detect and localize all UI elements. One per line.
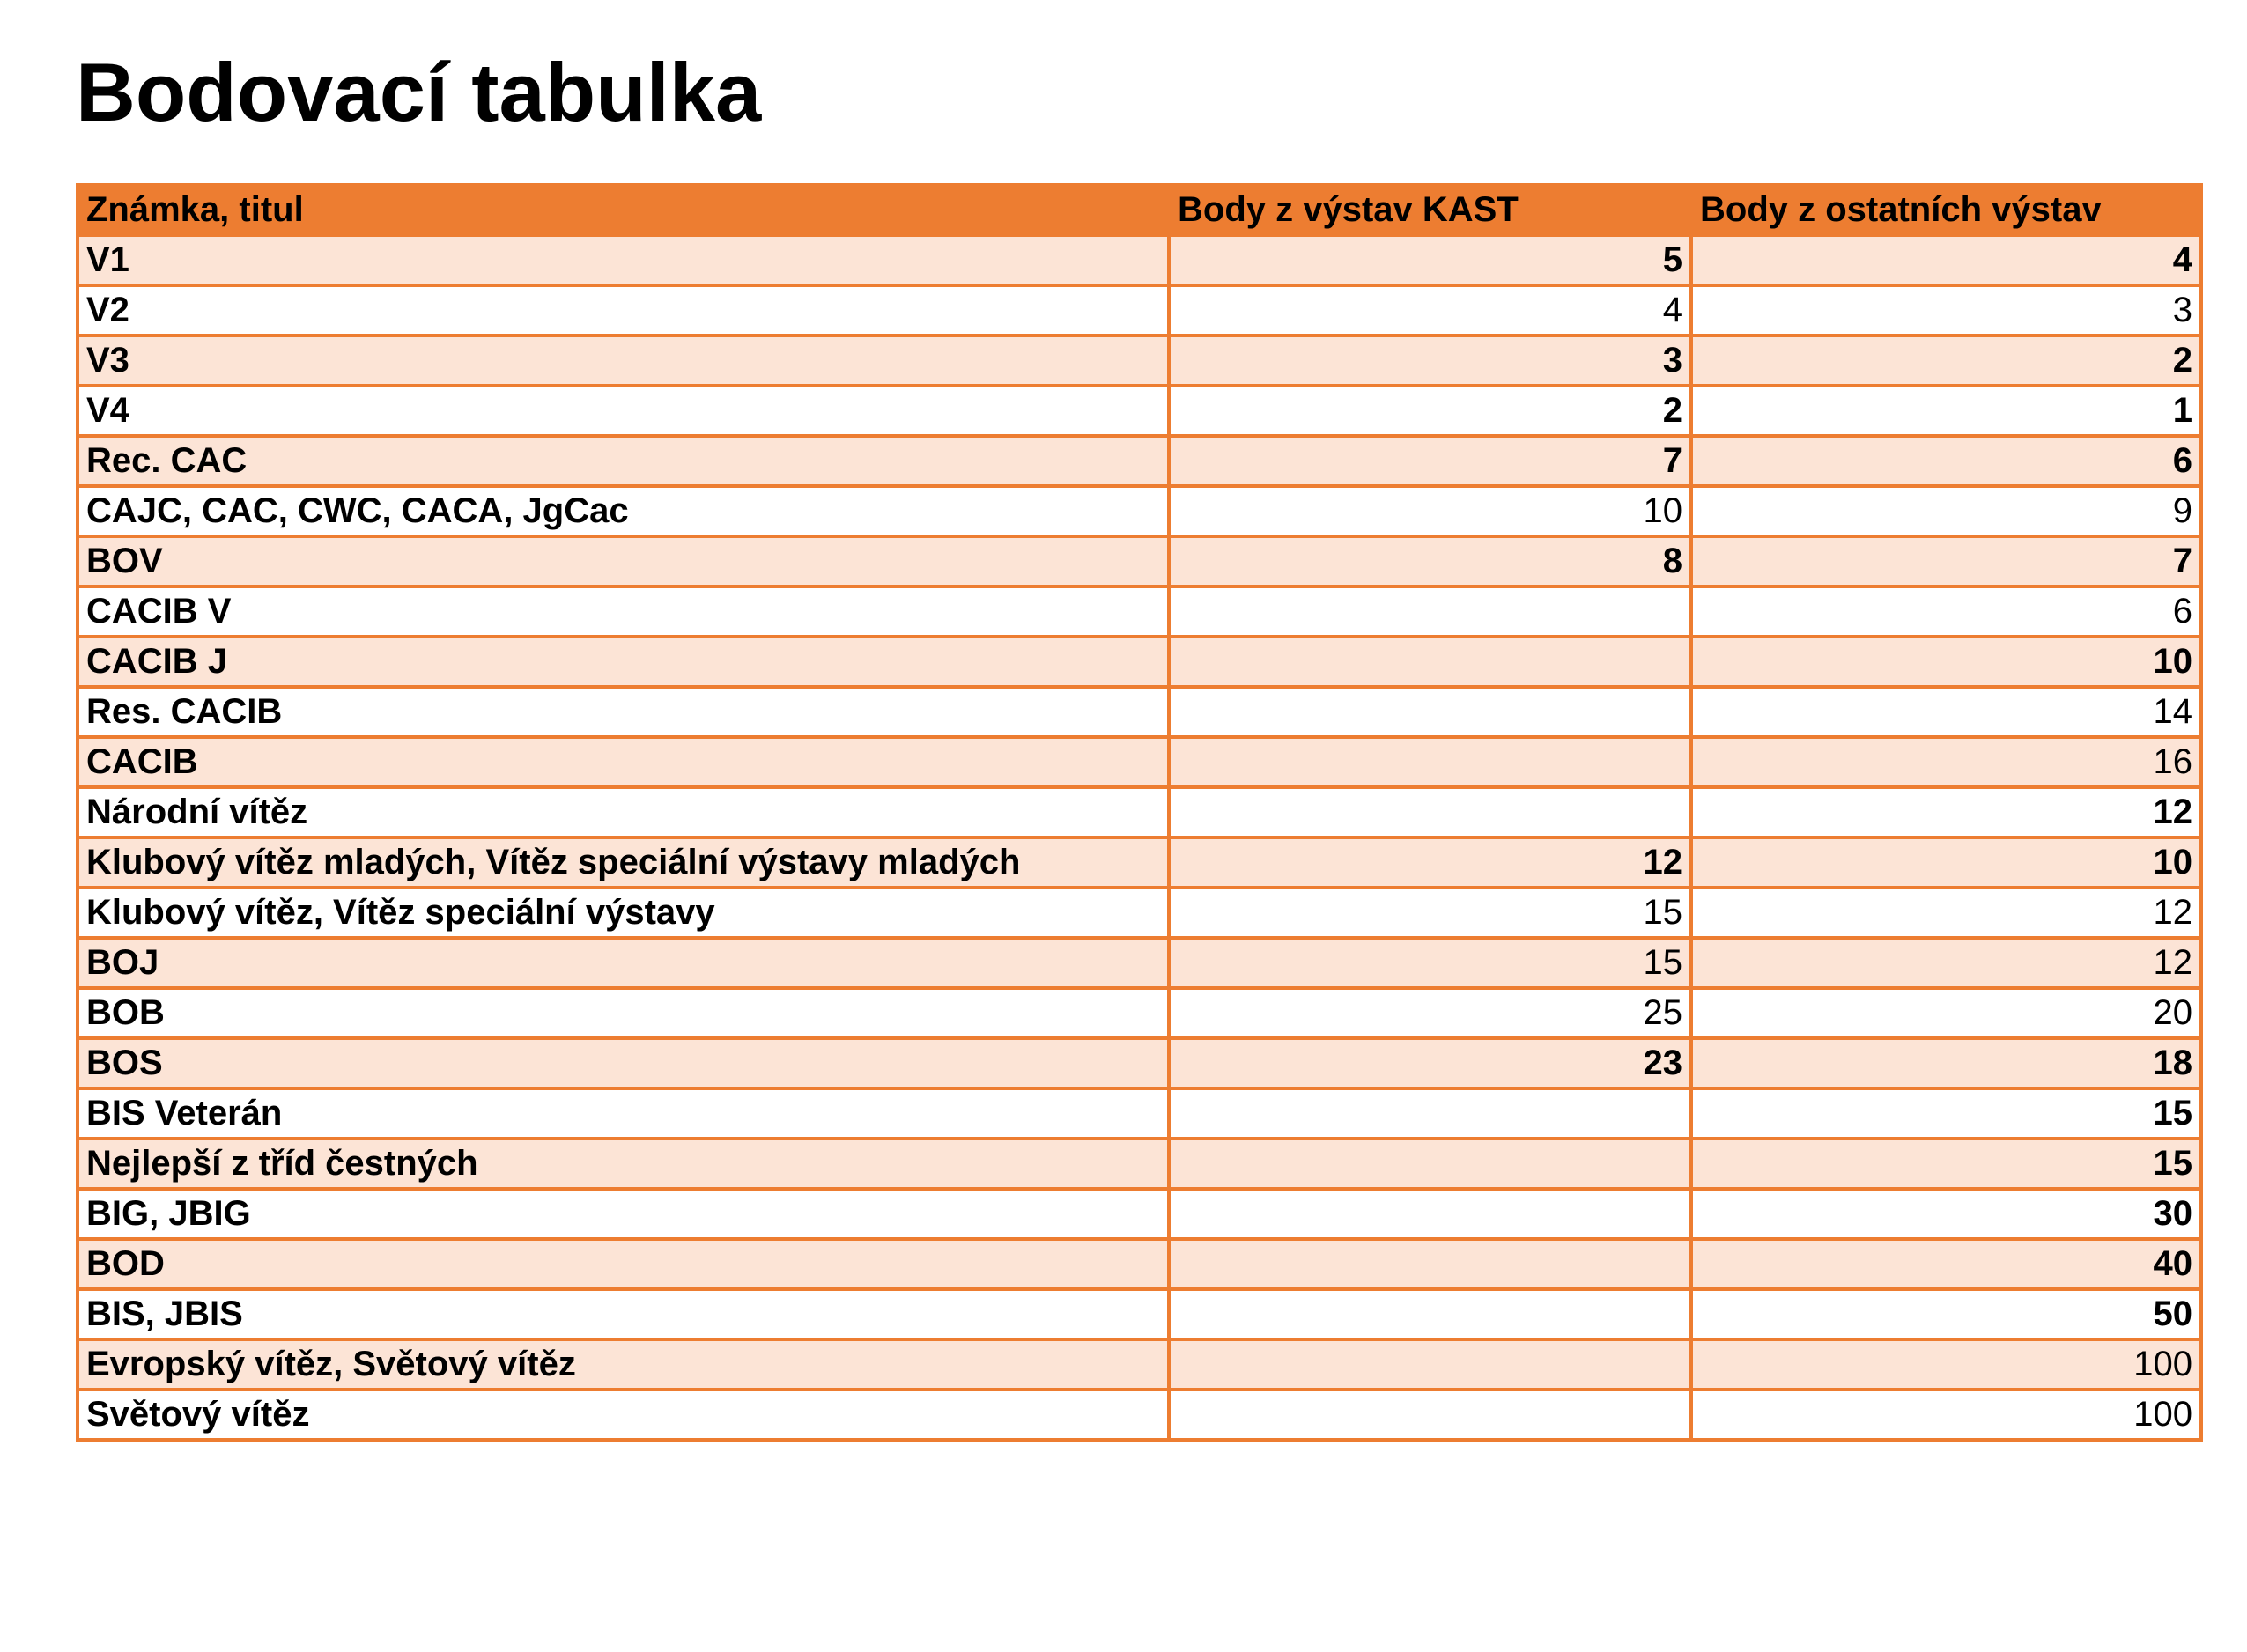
kast-points-cell: 5 <box>1169 235 1691 285</box>
table-row <box>78 888 2201 938</box>
grade-title-cell: Klubový vítěz, Vítěz speciální výstavy <box>78 888 1169 938</box>
other-points-cell: 9 <box>1691 486 2201 536</box>
other-points-cell: 12 <box>1691 938 2201 988</box>
table-row <box>78 988 2201 1038</box>
kast-points-cell <box>1169 1189 1691 1239</box>
other-points-cell: 15 <box>1691 1139 2201 1189</box>
other-points-cell: 100 <box>1691 1390 2201 1440</box>
other-points-cell: 15 <box>1691 1088 2201 1139</box>
other-points-cell: 16 <box>1691 737 2201 787</box>
kast-points-cell: 15 <box>1169 888 1691 938</box>
kast-points-cell <box>1169 1289 1691 1339</box>
kast-points-cell <box>1169 1339 1691 1390</box>
grade-title-cell: BOJ <box>78 938 1169 988</box>
kast-points-cell: 23 <box>1169 1038 1691 1088</box>
kast-points-cell: 12 <box>1169 837 1691 888</box>
table-row <box>78 386 2201 436</box>
grade-title-cell: CACIB V <box>78 586 1169 637</box>
table-row <box>78 436 2201 486</box>
header-kast-points: Body z výstav KAST <box>1169 185 1691 235</box>
grade-title-cell: V1 <box>78 235 1169 285</box>
grade-title-cell: CAJC, CAC, CWC, CACA, JgCac <box>78 486 1169 536</box>
grade-title-cell: BIS, JBIS <box>78 1289 1169 1339</box>
table-row <box>78 235 2201 285</box>
kast-points-cell: 2 <box>1169 386 1691 436</box>
header-row <box>78 185 2201 235</box>
other-points-cell: 50 <box>1691 1289 2201 1339</box>
grade-title-cell: V3 <box>78 336 1169 386</box>
score-table <box>76 183 2203 1442</box>
table-row <box>78 737 2201 787</box>
kast-points-cell: 7 <box>1169 436 1691 486</box>
table-row <box>78 336 2201 386</box>
table-row <box>78 1239 2201 1289</box>
other-points-cell: 3 <box>1691 285 2201 336</box>
table-row <box>78 837 2201 888</box>
grade-title-cell: BIG, JBIG <box>78 1189 1169 1239</box>
table-row <box>78 938 2201 988</box>
table-row <box>78 486 2201 536</box>
grade-title-cell: BOS <box>78 1038 1169 1088</box>
table-row <box>78 637 2201 687</box>
other-points-cell: 7 <box>1691 536 2201 586</box>
kast-points-cell: 8 <box>1169 536 1691 586</box>
table-row <box>78 787 2201 837</box>
grade-title-cell: Klubový vítěz mladých, Vítěz speciální výstavy mladých <box>78 837 1169 888</box>
other-points-cell: 6 <box>1691 586 2201 637</box>
grade-title-cell: CACIB <box>78 737 1169 787</box>
grade-title-cell: Nejlepší z tříd čestných <box>78 1139 1169 1189</box>
other-points-cell: 100 <box>1691 1339 2201 1390</box>
grade-title-cell: CACIB J <box>78 637 1169 687</box>
grade-title-cell: V2 <box>78 285 1169 336</box>
other-points-cell: 4 <box>1691 235 2201 285</box>
kast-points-cell <box>1169 1390 1691 1440</box>
grade-title-cell: Rec. CAC <box>78 436 1169 486</box>
other-points-cell: 10 <box>1691 637 2201 687</box>
kast-points-cell: 25 <box>1169 988 1691 1038</box>
table-header <box>78 185 2201 235</box>
kast-points-cell: 10 <box>1169 486 1691 536</box>
table-row <box>78 1038 2201 1088</box>
table-row <box>78 1139 2201 1189</box>
table-row <box>78 1189 2201 1239</box>
kast-points-cell <box>1169 586 1691 637</box>
page-title: Bodovací tabulka <box>76 46 762 138</box>
kast-points-cell <box>1169 687 1691 737</box>
grade-title-cell: Res. CACIB <box>78 687 1169 737</box>
table-row <box>78 1088 2201 1139</box>
header-other-points: Body z ostatních výstav <box>1691 185 2201 235</box>
kast-points-cell: 4 <box>1169 285 1691 336</box>
kast-points-cell: 3 <box>1169 336 1691 386</box>
table-row <box>78 1289 2201 1339</box>
table-row <box>78 586 2201 637</box>
other-points-cell: 40 <box>1691 1239 2201 1289</box>
header-grade-title: Známka, titul <box>78 185 1169 235</box>
other-points-cell: 2 <box>1691 336 2201 386</box>
grade-title-cell: Světový vítěz <box>78 1390 1169 1440</box>
kast-points-cell <box>1169 1088 1691 1139</box>
other-points-cell: 12 <box>1691 888 2201 938</box>
grade-title-cell: BOD <box>78 1239 1169 1289</box>
kast-points-cell <box>1169 1239 1691 1289</box>
grade-title-cell: BOB <box>78 988 1169 1038</box>
grade-title-cell: BIS Veterán <box>78 1088 1169 1139</box>
other-points-cell: 10 <box>1691 837 2201 888</box>
other-points-cell: 6 <box>1691 436 2201 486</box>
table-row <box>78 285 2201 336</box>
table-row <box>78 1339 2201 1390</box>
table-body <box>78 235 2201 1440</box>
kast-points-cell: 15 <box>1169 938 1691 988</box>
other-points-cell: 20 <box>1691 988 2201 1038</box>
other-points-cell: 18 <box>1691 1038 2201 1088</box>
grade-title-cell: Národní vítěz <box>78 787 1169 837</box>
other-points-cell: 12 <box>1691 787 2201 837</box>
grade-title-cell: BOV <box>78 536 1169 586</box>
grade-title-cell: V4 <box>78 386 1169 436</box>
kast-points-cell <box>1169 737 1691 787</box>
table-row <box>78 1390 2201 1440</box>
other-points-cell: 14 <box>1691 687 2201 737</box>
table-row <box>78 687 2201 737</box>
grade-title-cell: Evropský vítěz, Světový vítěz <box>78 1339 1169 1390</box>
kast-points-cell <box>1169 637 1691 687</box>
kast-points-cell <box>1169 1139 1691 1189</box>
other-points-cell: 30 <box>1691 1189 2201 1239</box>
kast-points-cell <box>1169 787 1691 837</box>
table-row <box>78 536 2201 586</box>
other-points-cell: 1 <box>1691 386 2201 436</box>
